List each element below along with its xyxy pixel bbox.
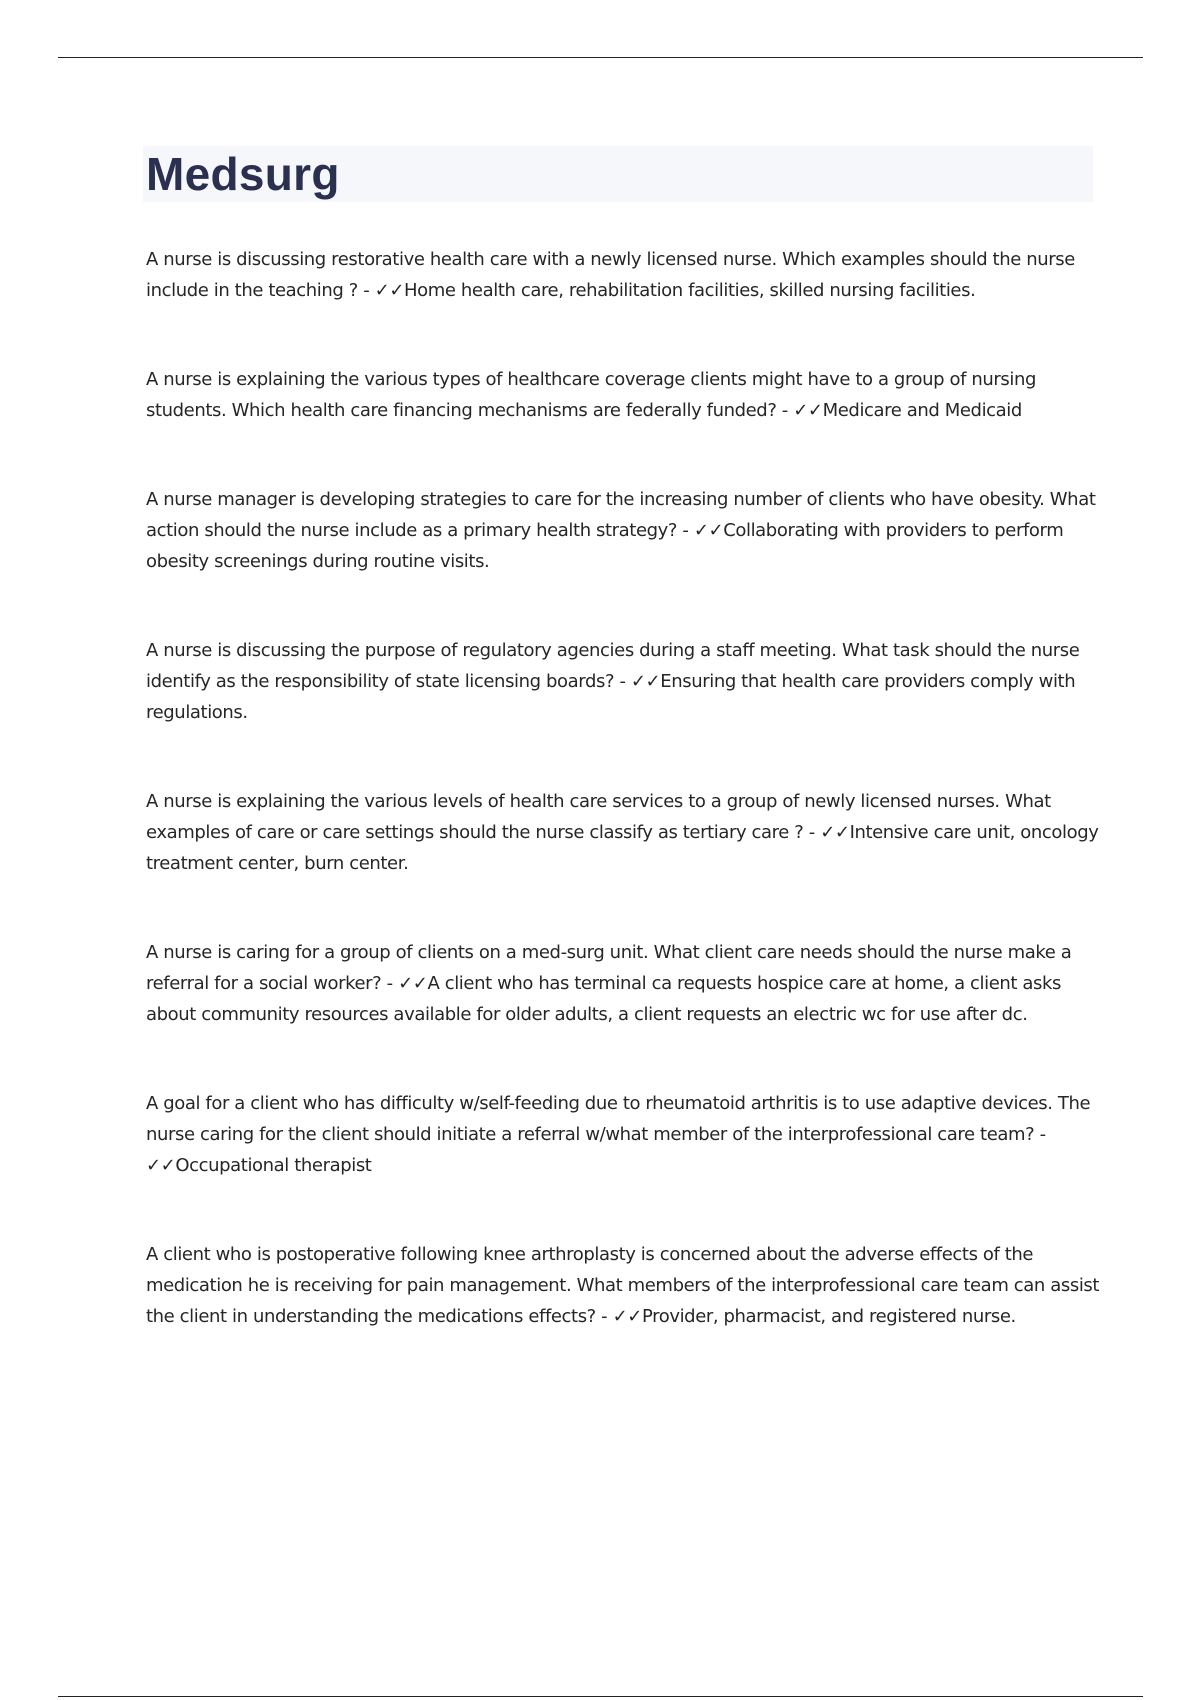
qa-item — [146, 244, 1106, 306]
qa-answer: Ensuring that health care providers comply with regulations. — [146, 671, 1076, 723]
qa-separator: - — [614, 671, 631, 692]
qa-answer: A client who has terminal ca requests hospice care at home, a client asks about community resources available for older adults, a client requests an electric wc for use after dc. — [146, 973, 1061, 1025]
page-title: Medsurg — [146, 148, 340, 200]
check-icon: ✓✓ — [693, 520, 724, 541]
qa-separator: - — [1034, 1124, 1046, 1145]
qa-item — [146, 1088, 1106, 1181]
check-icon: ✓✓ — [612, 1306, 642, 1327]
bottom-rule — [58, 1696, 1143, 1697]
check-icon: ✓✓ — [793, 400, 823, 421]
top-rule — [58, 57, 1143, 58]
qa-question: A goal for a client who has difficulty w/self-feeding due to rheumatoid arthritis is to use adaptive devices. The nurse caring for the client should initiate a referral w/what member of the interprofessional care team? — [146, 1093, 1091, 1145]
check-icon: ✓✓ — [820, 822, 850, 843]
qa-item — [146, 937, 1106, 1030]
qa-separator: - — [381, 973, 399, 994]
qa-item — [146, 635, 1106, 728]
qa-separator: - — [776, 400, 794, 421]
check-icon: ✓✓ — [398, 973, 428, 994]
qa-answer: Collaborating with providers to perform obesity screenings during routine visits. — [146, 520, 1064, 572]
check-icon: ✓✓ — [146, 1155, 176, 1176]
qa-question: A nurse is discussing restorative health care with a newly licensed nurse. Which examples should the nurse include in the teaching ? — [146, 249, 1075, 301]
qa-answer: Provider, pharmacist, and registered nurse. — [641, 1306, 1016, 1327]
qa-item — [146, 364, 1106, 426]
qa-item — [146, 1239, 1106, 1332]
qa-question: A nurse is discussing the purpose of regulatory agencies during a staff meeting. What task should the nurse identify as the responsibility of state licensing boards? — [146, 640, 1080, 692]
qa-answer: Home health care, rehabilitation facilities, skilled nursing facilities. — [404, 280, 976, 301]
qa-item — [146, 484, 1106, 577]
check-icon: ✓✓ — [374, 280, 405, 301]
qa-answer: Medicare and Medicaid — [822, 400, 1022, 421]
qa-question: A nurse is caring for a group of clients on a med-surg unit. What client care needs should the nurse make a referral for a social worker? — [146, 942, 1072, 994]
qa-list — [146, 244, 1106, 1390]
qa-question: A nurse manager is developing strategies to care for the increasing number of clients who have obesity. What action should the nurse include as a primary health strategy? — [146, 489, 1096, 541]
qa-separator: - — [677, 520, 694, 541]
qa-separator: - — [595, 1306, 613, 1327]
qa-answer: Intensive care unit, oncology treatment center, burn center. — [146, 822, 1099, 874]
qa-question: A nurse is explaining the various types of healthcare coverage clients might have to a group of nursing students. Which health care financing mechanisms are federally funded? — [146, 369, 1037, 421]
qa-item — [146, 786, 1106, 879]
check-icon: ✓✓ — [630, 671, 661, 692]
qa-answer: Occupational therapist — [175, 1155, 372, 1176]
qa-question: A client who is postoperative following knee arthroplasty is concerned about the adverse effects of the medication he is receiving for pain management. What members of the interprofessional care team can assist the client in understanding the medications effects? — [146, 1244, 1100, 1327]
qa-separator: - — [357, 280, 375, 301]
qa-question: A nurse is explaining the various levels of health care services to a group of newly licensed nurses. What examples of care or care settings should the nurse classify as tertiary care ? — [146, 791, 1051, 843]
qa-separator: - — [803, 822, 821, 843]
